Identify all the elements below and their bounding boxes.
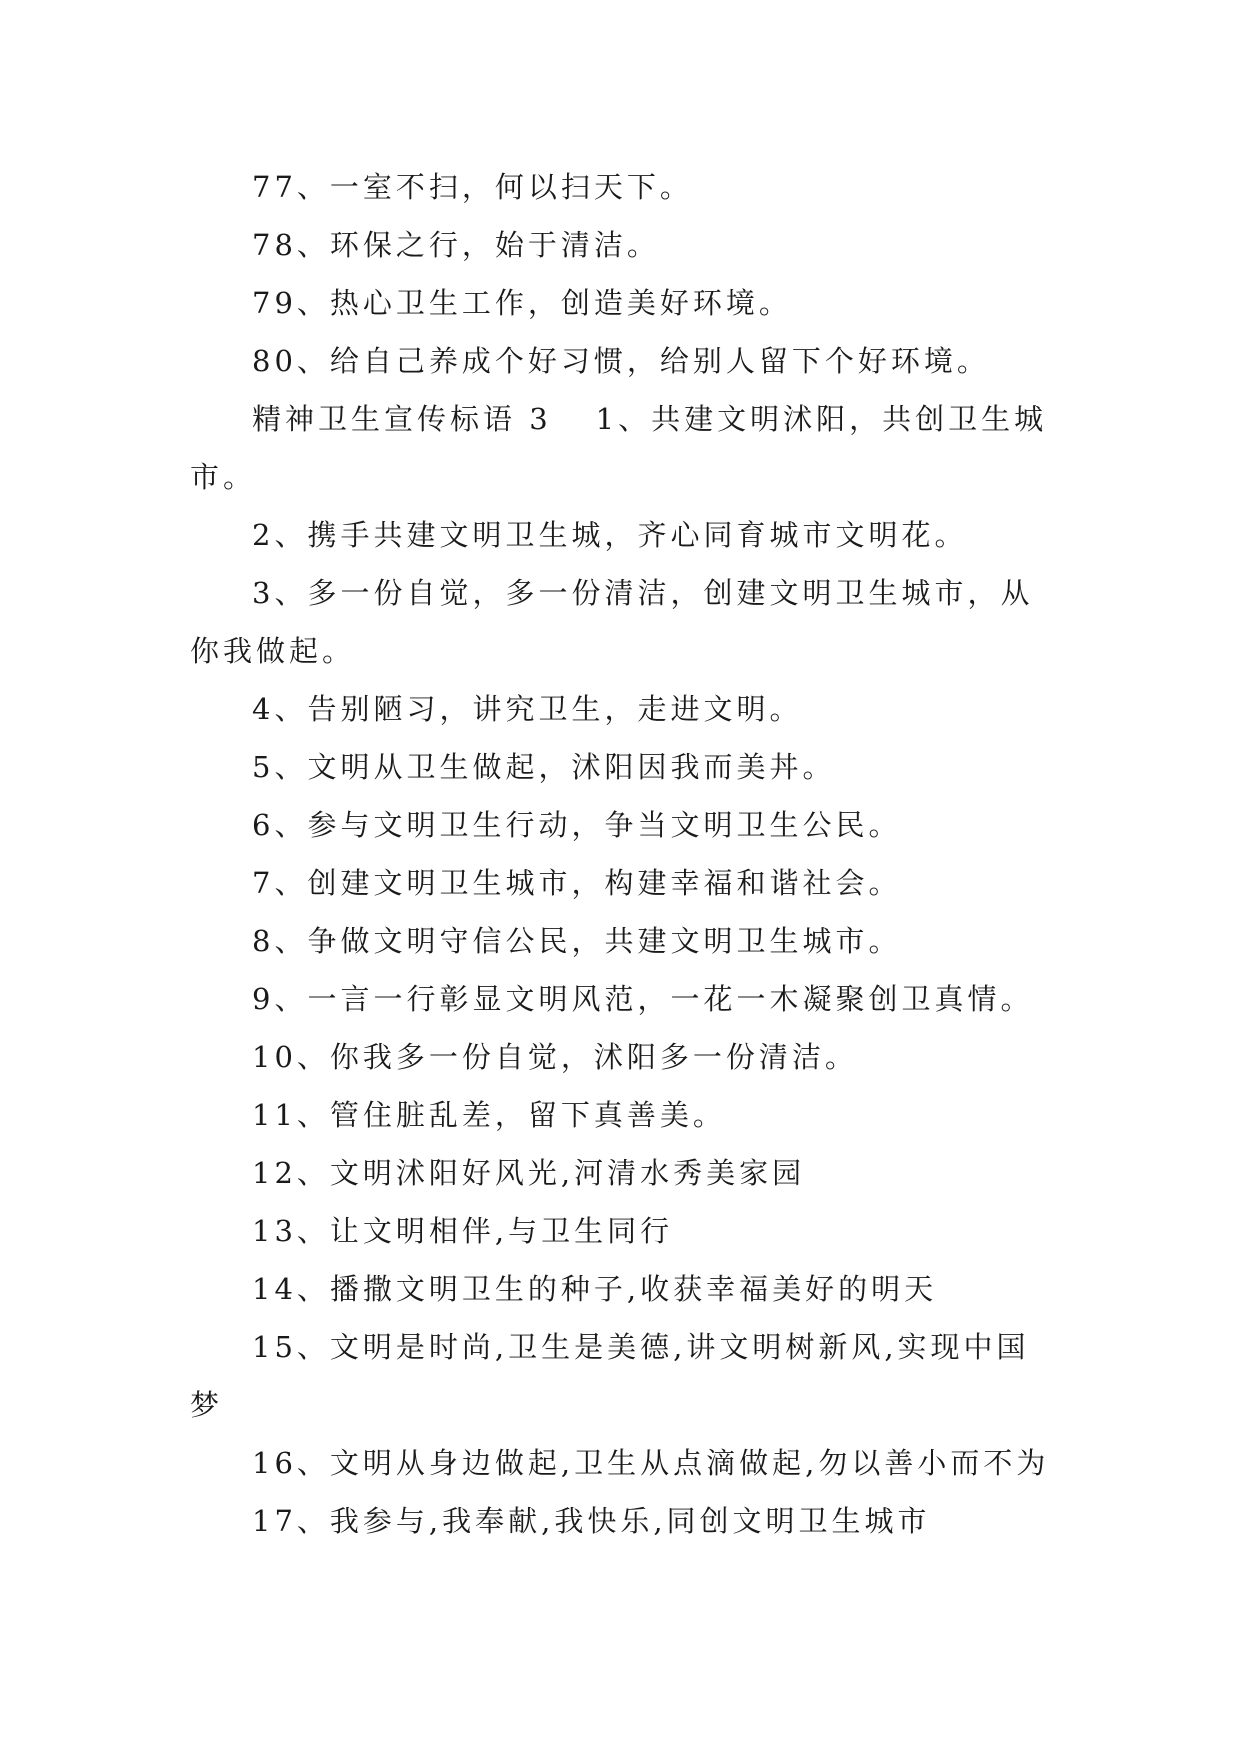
document-page (190, 158, 1058, 1550)
slogan-79: 79、热心卫生工作，创造美好环境。 (252, 286, 792, 320)
slogan-77: 77、一室不扫，何以扫天下。 (252, 170, 693, 204)
section-item-13: 13、让文明相伴,与卫生同行 (252, 1214, 674, 1248)
section-item-4: 4、告别陋习，讲究卫生，走进文明。 (252, 692, 803, 726)
section-item-5: 5、文明从卫生做起，沭阳因我而美丼。 (252, 750, 836, 784)
section-item-6: 6、参与文明卫生行动，争当文明卫生公民。 (252, 808, 902, 842)
slogan-80: 80、给自己养成个好习惯，给别人留下个好环境。 (252, 344, 990, 378)
section-item-14: 14、播撒文明卫生的种子,收获幸福美好的明天 (252, 1272, 938, 1306)
section-item-3: 3、多一份自觉，多一份清洁，创建文明卫生城市，从你我做起。 (190, 576, 1034, 668)
section-item-11: 11、管住脏乱差，留下真善美。 (252, 1098, 726, 1132)
section-item-10: 10、你我多一份自觉，沭阳多一份清洁。 (252, 1040, 858, 1074)
section-item-15: 15、文明是时尚,卫生是美德,讲文明树新风,实现中国梦 (190, 1330, 1030, 1422)
section-item-8: 8、争做文明守信公民，共建文明卫生城市。 (252, 924, 902, 958)
section-item-16: 16、文明从身边做起,卫生从点滴做起,勿以善小而不为 (252, 1446, 1050, 1480)
section-item-9: 9、一言一行彰显文明风范，一花一木凝聚创卫真情。 (252, 982, 1034, 1016)
section-item-7: 7、创建文明卫生城市，构建幸福和谐社会。 (252, 866, 902, 900)
section-title: 精神卫生宣传标语 3 (252, 402, 552, 436)
slogan-78: 78、环保之行，始于清洁。 (252, 228, 660, 262)
section-item-12: 12、文明沭阳好风光,河清水秀美家园 (252, 1156, 806, 1190)
section-item-17: 17、我参与,我奉献,我快乐,同创文明卫生城市 (252, 1504, 931, 1538)
section-item-1: 1、共建文明沭阳，共创卫生城市。 (190, 402, 1048, 494)
section-3-line (190, 390, 1058, 506)
section-item-2: 2、携手共建文明卫生城，齐心同育城市文明花。 (252, 518, 968, 552)
